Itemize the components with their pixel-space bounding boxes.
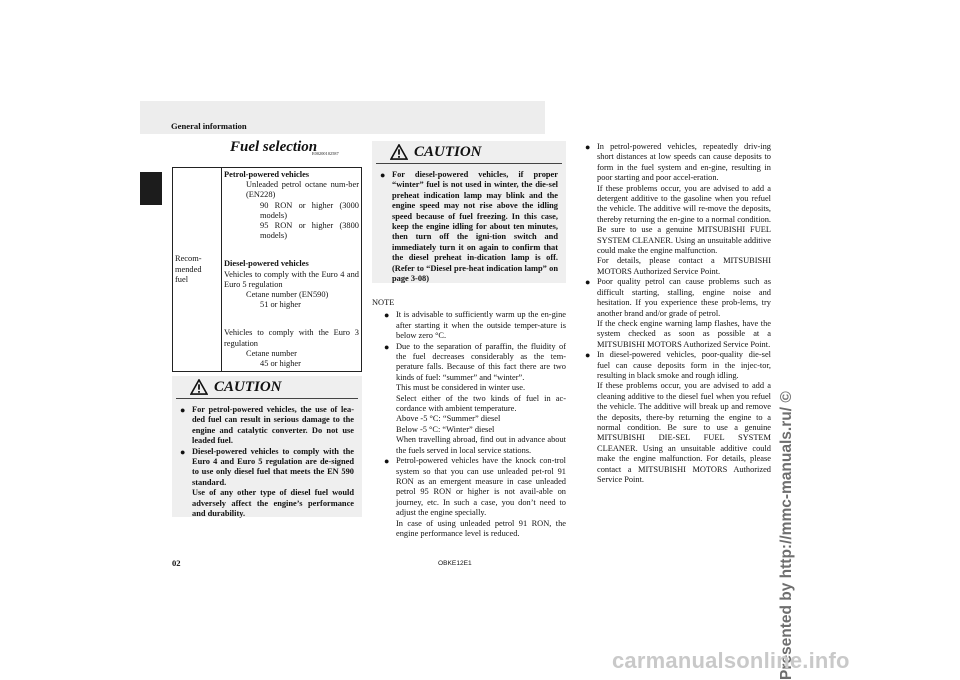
note-item bbox=[384, 342, 566, 384]
note-section bbox=[372, 298, 566, 539]
bullet-dot-icon: ● bbox=[585, 142, 591, 152]
caution-item-text: For diesel-powered vehicles, if proper “winter” fuel is not used in winter, the die-sel preheat indication lamp may blink and the engine speed may not rise above the idling speed because of fuel freezing. In this case, keep the engine idling for about ten minutes, then turn off the igni-tion switch and immediately turn it on again to confirm that the diesel preheat in-dication lamp is off. (Refer to “Diesel pre-heat indication lamp” on page 3-08) bbox=[392, 170, 558, 284]
caution-item-extra: Use of any other type of diesel fuel would adversely affect the engine’s performance and durability. bbox=[192, 488, 354, 519]
note-title: NOTE bbox=[372, 298, 395, 307]
fuel-table bbox=[172, 167, 362, 372]
caution-box-middle bbox=[372, 141, 566, 283]
site-footer: carmanualsonline.info bbox=[612, 648, 850, 673]
right-column bbox=[585, 142, 771, 485]
caution-title: CAUTION bbox=[214, 378, 282, 395]
recommended-fuel-label: Recom- mended fuel bbox=[175, 254, 202, 284]
page-number: 02 bbox=[172, 558, 181, 568]
diesel-heading: Diesel-powered vehicles bbox=[224, 259, 309, 269]
note-item bbox=[384, 310, 566, 341]
info-item-text: If these problems occur, you are advised to add a cleaning additive to the diesel fuel when you refuel the vehicle. The additive will break up and remove the deposits, there-by returning the engine to a normal condition. Be sure to use a genuine MITSUBISHI DIE-SEL FUEL SYSTEM CLEANER. Using an unsuitable additive could make the engine malfunction. For details, please contact a MITSUBISHI MOTORS Authorized Service Point. bbox=[597, 381, 771, 484]
petrol-spec: Unleaded petrol octane num-ber (EN228) bbox=[246, 180, 359, 200]
info-item bbox=[585, 350, 771, 381]
note-item-text: Select either of the two kinds of fuel in ac-cordance with ambient temperature. bbox=[396, 393, 566, 414]
fuel-table-specs bbox=[222, 168, 362, 372]
caution-title: CAUTION bbox=[414, 143, 482, 160]
chapter-tab-marker bbox=[140, 172, 162, 205]
info-item-text: If these problems occur, you are advised to add a detergent additive to the gasoline when you refuel the vehicle. The additive will re-move the deposits, thereby returning the en-gine to a normal condition. Be sure to use a genuine MITSUBISHI FUEL SYSTEM CLEANER. Using an unsuitable additive could make the engine malfunction. bbox=[597, 183, 771, 256]
note-item-text: This must be considered in winter use. bbox=[396, 383, 526, 393]
note-item-text: Petrol-powered vehicles have the knock con-trol system so that you can use unleaded pet-rol 91 RON as an emergent measure in case unleaded petrol 95 RON or higher is not avail-able on journey, etc. In such a case, you don’t need to adjust the engine specially. bbox=[396, 456, 566, 518]
bullet-dot-icon: ● bbox=[180, 446, 186, 457]
fuel-table-label bbox=[173, 168, 222, 372]
bullet-dot-icon: ● bbox=[180, 405, 186, 415]
caution-box-left bbox=[172, 376, 362, 517]
page-title: Fuel selection bbox=[230, 139, 318, 155]
petrol-heading: Petrol-powered vehicles bbox=[224, 170, 310, 179]
bullet-dot-icon: ● bbox=[585, 350, 591, 361]
diesel-euro3-text: Vehicles to comply with the Euro 3 regulation bbox=[224, 328, 359, 348]
diesel-euro4-spec: Cetane number (EN590) bbox=[246, 290, 329, 300]
note-item-text: Below -5 °C: “Winter” diesel bbox=[396, 424, 495, 434]
info-item bbox=[585, 142, 771, 184]
diesel-euro4-value: 51 or higher bbox=[260, 300, 301, 310]
caution-item-text: For petrol-powered vehicles, the use of lea-ded fuel can result in serious damage to the engine and catalytic converter. Do not use leaded fuel. bbox=[192, 405, 354, 446]
bullet-dot-icon: ● bbox=[585, 277, 591, 288]
warning-triangle-icon bbox=[190, 379, 208, 395]
info-item-text: In diesel-powered vehicles, poor-quality die-sel fuel can cause deposits form in the injec-tor, resulting in black smoke and rough idling. bbox=[597, 350, 771, 380]
section-header: General information bbox=[171, 121, 247, 131]
caution-header bbox=[176, 376, 358, 399]
petrol-ron90: 90 RON or higher (3000 models) bbox=[260, 200, 359, 220]
info-item bbox=[585, 277, 771, 319]
document-code: OBKE12E1 bbox=[438, 560, 472, 567]
bullet-dot-icon: ● bbox=[380, 170, 386, 180]
note-item-text: Above -5 °C: “Summer” diesel bbox=[396, 414, 501, 424]
caution-item bbox=[180, 447, 354, 489]
note-item-text: It is advisable to sufficiently warm up the en-gine after starting it when the outside temper-ature is below zero °C. bbox=[396, 310, 566, 341]
note-item-text: When travelling abroad, find out in advance about the fuels served in local service stations. bbox=[396, 435, 566, 455]
diesel-euro3-value: 45 or higher bbox=[260, 359, 301, 369]
info-item-text: In petrol-powered vehicles, repeatedly driv-ing short distances at low speeds can cause deposits to form in the fuel system and en-gine, resulting in poor starting and poor accel-eration. bbox=[597, 142, 771, 183]
diesel-euro4-text: Vehicles to comply with the Euro 4 and Euro 5 regulation bbox=[224, 269, 359, 289]
petrol-ron95: 95 RON or higher (3800 models) bbox=[260, 221, 359, 241]
bullet-dot-icon: ● bbox=[384, 310, 390, 321]
caution-item bbox=[180, 405, 354, 447]
bullet-dot-icon: ● bbox=[384, 341, 390, 352]
caution-item-text: Diesel-powered vehicles to comply with the Euro 4 and Euro 5 regulation are de-signed to use only diesel fuel that meets the EN 590 standard. bbox=[192, 446, 354, 487]
note-item-text: Due to the separation of paraffin, the fluidity of the fuel decreases considerably as the tem-perature falls. Because of this fact there are two kinds of fuel: “summer” and “winter”. bbox=[396, 341, 566, 382]
side-watermark: Presented by http://mmc-manuals.ru/ © bbox=[778, 391, 795, 680]
diesel-euro3-spec: Cetane number bbox=[246, 348, 297, 358]
info-item-text: If the check engine warning lamp flashes, have the system checked as soon as possible at a MITSUBISHI MOTORS Authorized Service Point. bbox=[597, 318, 771, 349]
warning-triangle-icon bbox=[390, 144, 408, 160]
note-item bbox=[384, 456, 566, 518]
info-item-text: For details, please contact a MITSUBISHI MOTORS Authorized Service Point. bbox=[597, 256, 771, 276]
info-item-text: Poor quality petrol can cause problems such as difficult starting, stalling, engine noise and hesitation. If you experience these prob-lems, try another brand and/or grade of petrol. bbox=[597, 277, 771, 318]
bullet-dot-icon: ● bbox=[384, 456, 390, 467]
caution-item bbox=[380, 170, 558, 284]
caution-header bbox=[376, 141, 562, 164]
note-item-text: In case of using unleaded petrol 91 RON, the engine performance level is reduced. bbox=[396, 518, 566, 538]
section-code: E00200102587 bbox=[312, 151, 339, 156]
